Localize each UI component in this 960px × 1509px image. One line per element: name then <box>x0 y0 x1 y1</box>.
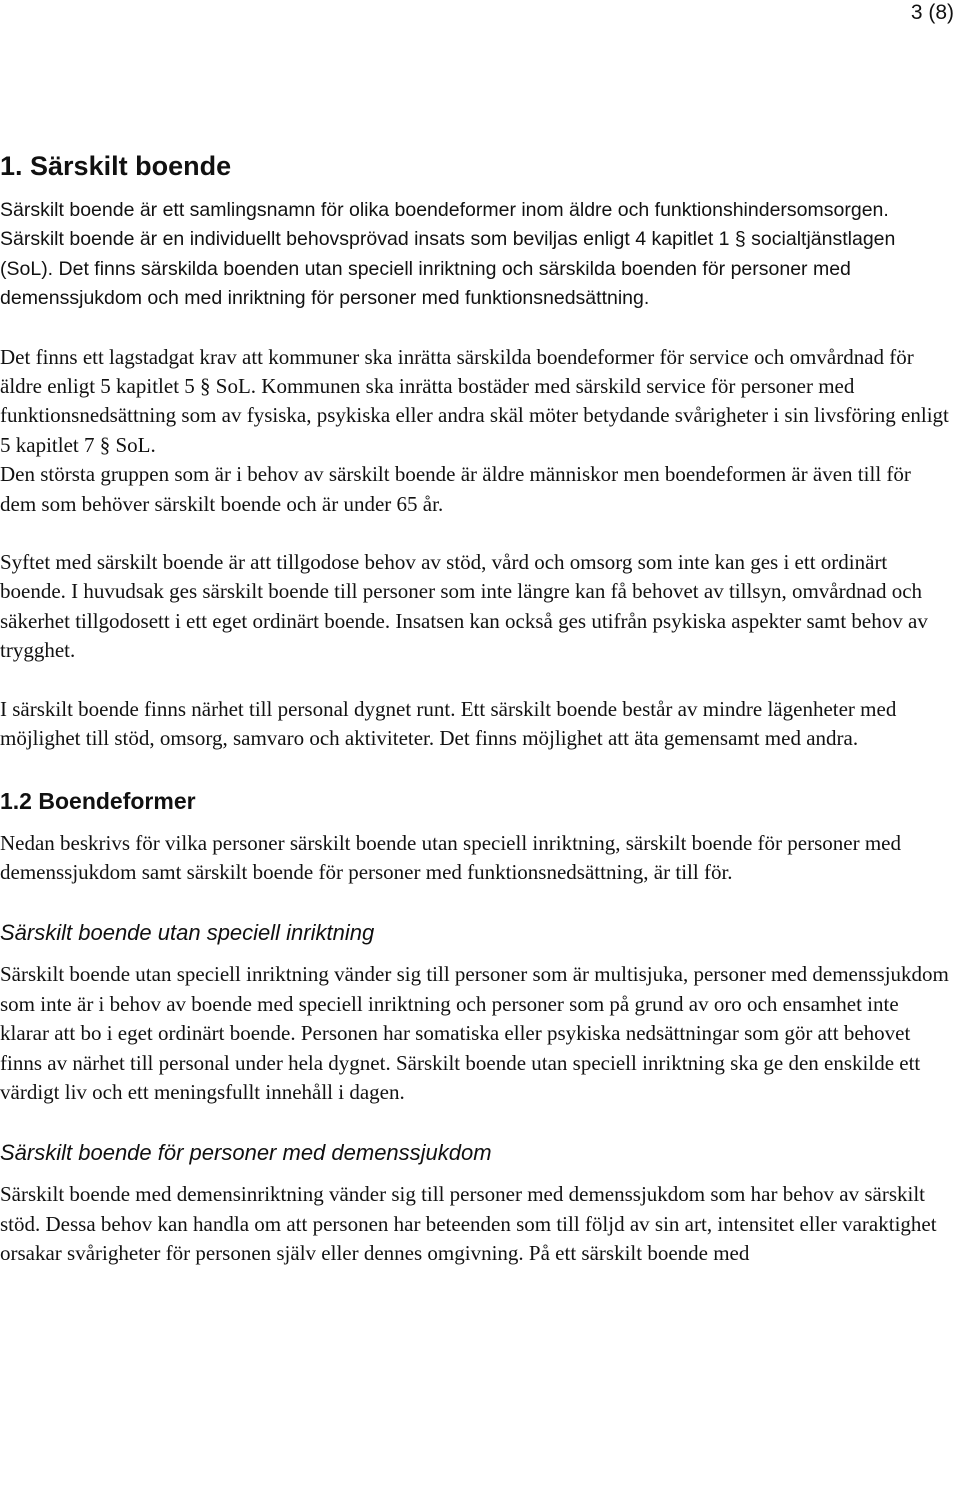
dementia-housing-paragraph: Särskilt boende med demensinriktning vänder sig till personer med demenssjukdom som har behov av särskilt stöd. Dessa behov kan handla om att personen har beteenden som till följd av sin art, intensitet eller varaktighet orsakar svårigheter för personen själv eller dennes omgivning. På ett särskilt boende med <box>0 1182 937 1266</box>
legal-requirement-paragraph: Det finns ett lagstadgat krav att kommuner ska inrätta särskilda boendeformer för service och omvårdnad för äldre enligt 5 kapitlet 5 § SoL. Kommunen ska inrätta bostäder med särskild service för personer med funktionsnedsättning som av fysiska, psykiska eller andra skäl möter betydande svårigheter i sin livsföring enligt 5 kapitlet 7 § SoL. <box>0 344 949 457</box>
target-group-paragraph: Den största gruppen som är i behov av särskilt boende är äldre människor men boendeformen är även till för dem som behöver särskilt boende och är under 65 år. <box>0 462 911 516</box>
staff-proximity-paragraph: I särskilt boende finns närhet till personal dygnet runt. Ett särskilt boende består av mindre lägenheter med möjlighet till stöd, omsorg, samvaro och aktiviteter. Det finns möjlighet att äta gemensamt med andra. <box>0 696 897 751</box>
page-number: 3 (8) <box>910 1 954 24</box>
general-housing-paragraph: Särskilt boende utan speciell inriktning vänder sig till personer som är multisjuka, personer med demenssjukdom som inte är i behov av boende med speciell inriktning och personer som på grund av oro och ensamhet inte klarar att bo i eget ordinärt boende. Personen har somatiska eller psykiska nedsättningar som gör att behovet finns av närhet till personal under hela dygnet. Särskilt boende utan speciell inriktning ska ge den enskilde ett värdigt liv och ett meningsfullt innehåll i dagen. <box>0 962 949 1104</box>
intro-paragraph: Särskilt boende är ett samlingsnamn för olika boendeformer inom äldre och funktionshindersomsorgen. Särskilt boende är en individuellt behovsprövad insats som beviljas enligt 4 kapitlet 1 § socialtjänstlagen (SoL). Det finns särskilda boenden utan speciell inriktning och särskilda boenden för personer med demenssjukdom och med inriktning för personer med funktionsnedsättning. <box>0 199 896 310</box>
section-heading: 1. Särskilt boende <box>0 151 232 181</box>
purpose-paragraph: Syftet med särskilt boende är att tillgodose behov av stöd, vård och omsorg som inte kan ges i ett ordinärt boende. I huvudsak ges särskilt boende till personer som inte längre kan få behovet av tillsyn, omvårdnad och säkerhet tillgodosett i ett eget ordinärt boende. Insatsen kan också ges utifrån psykiska aspekter samt behov av trygghet. <box>0 550 928 663</box>
subsection-intro: Nedan beskrivs för vilka personer särskilt boende utan speciell inriktning, särskilt boende för personer med demenssjukdom samt särskilt boende för personer med funktionsnedsättning, är till för. <box>0 830 902 884</box>
document-body <box>0 148 950 1298</box>
subheading-dementia: Särskilt boende för personer med demenssjukdom <box>0 1140 492 1166</box>
subheading-general: Särskilt boende utan speciell inriktning <box>0 920 375 946</box>
subsection-heading: 1.2 Boendeformer <box>0 787 196 814</box>
